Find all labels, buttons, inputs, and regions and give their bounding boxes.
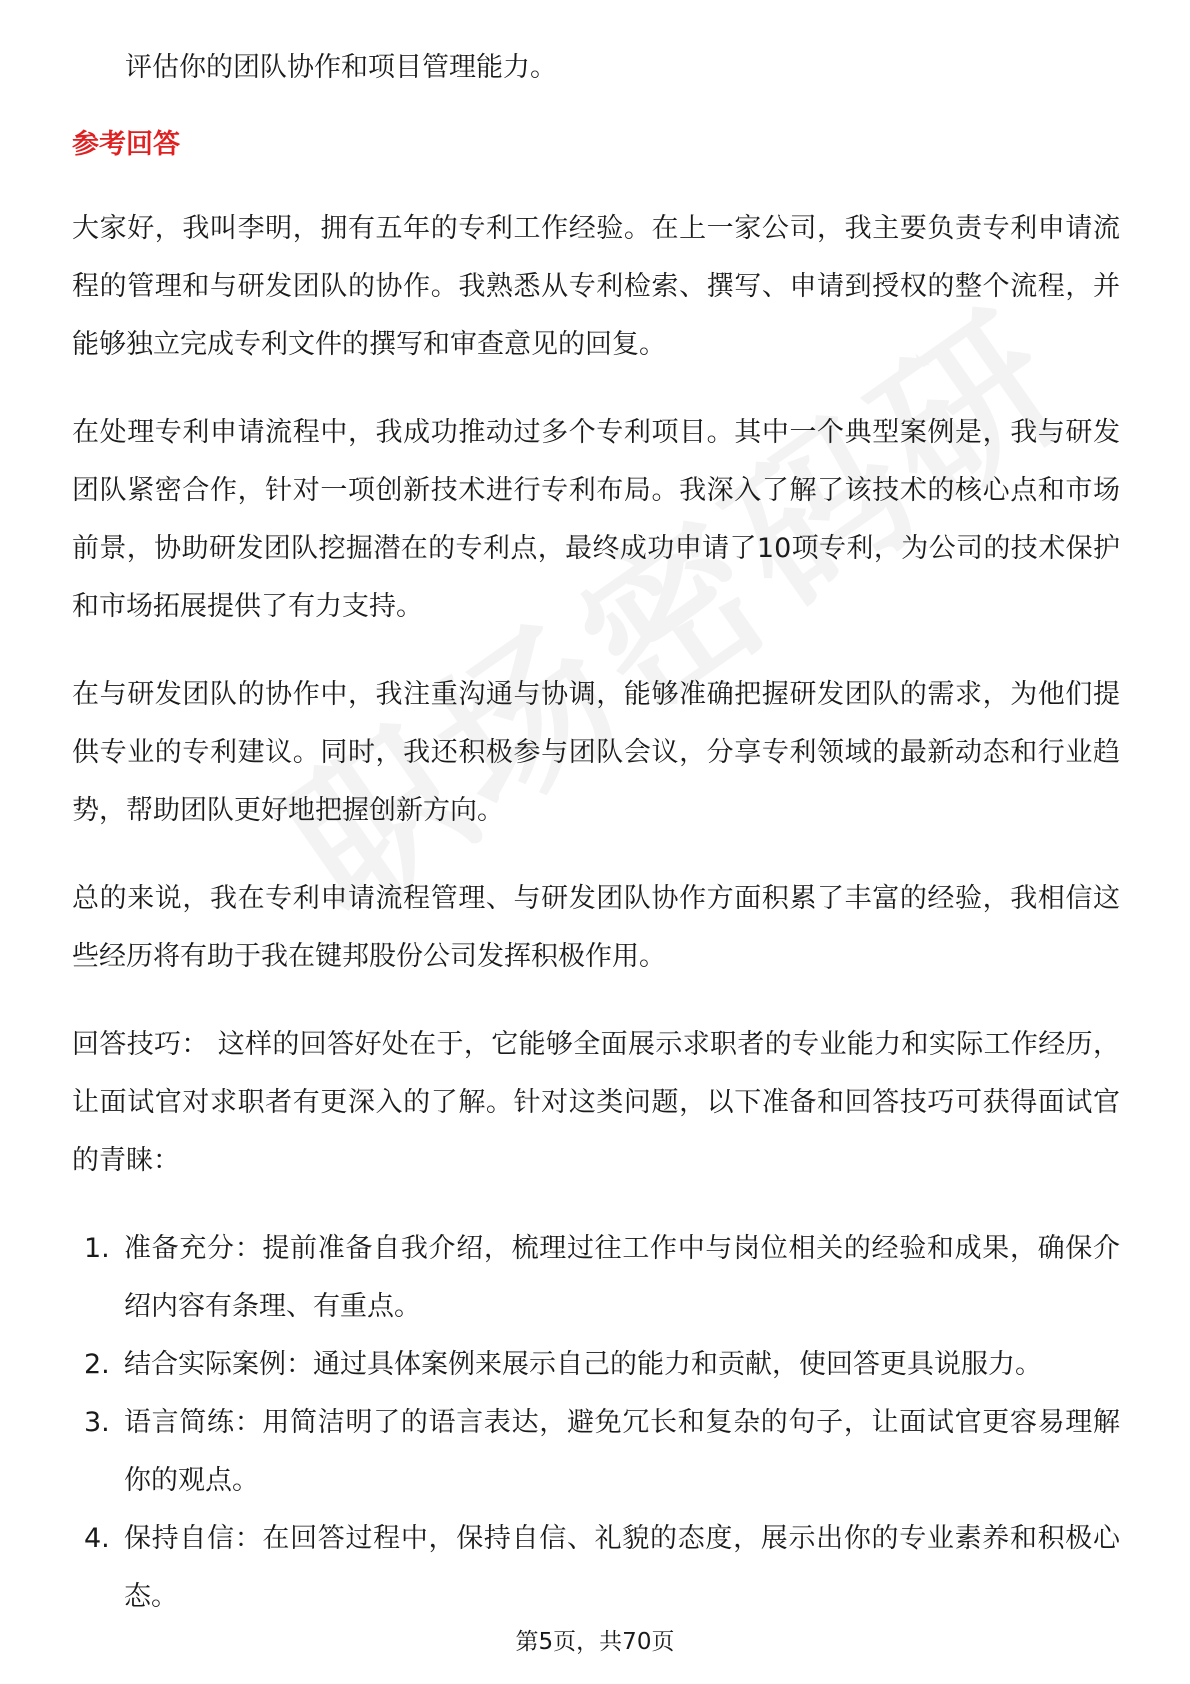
paragraph: 在处理专利申请流程中，我成功推动过多个专利项目。其中一个典型案例是，我与研发团队紧密合作，针对一项创新技术进行专利布局。我深入了解了该技术的核心点和市场前景，协助研发团队挖掘潜在的专利点，最终成功申请了10项专利，为公司的技术保护和市场拓展提供了有力支持。 [72,417,1120,622]
answer-body [72,200,1120,1626]
paragraph: 回答技巧： 这样的回答好处在于，它能够全面展示求职者的专业能力和实际工作经历，让面试官对求职者有更深入的了解。针对这类问题，以下准备和回答技巧可获得面试官的青睐： [72,1029,1120,1176]
list-number: 2. [84,1349,110,1380]
paragraph: 总的来说，我在专利申请流程管理、与研发团队协作方面积累了丰富的经验，我相信这些经历将有助于我在键邦股份公司发挥积极作用。 [72,883,1120,972]
paragraph: 大家好，我叫李明，拥有五年的专利工作经验。在上一家公司，我主要负责专利申请流程的管理和与研发团队的协作。我熟悉从专利检索、撰写、申请到授权的整个流程，并能够独立完成专利文件的撰写和审查意见的回复。 [72,213,1120,360]
list-number: 1. [84,1233,110,1264]
list-text: 保持自信：在回答过程中，保持自信、礼貌的态度，展示出你的专业素养和积极心态。 [124,1523,1120,1612]
paragraph: 在与研发团队的协作中，我注重沟通与协调，能够准确把握研发团队的需求，为他们提供专业的专利建议。同时，我还积极参与团队会议，分享专利领域的最新动态和行业趋势，帮助团队更好地把握创新方向。 [72,679,1120,826]
tips-list [72,1220,1120,1626]
list-item [72,1336,1120,1394]
list-text: 准备充分：提前准备自我介绍，梳理过往工作中与岗位相关的经验和成果，确保介绍内容有条理、有重点。 [124,1233,1120,1322]
page-number-footer: 第5页，共70页 [515,1629,675,1655]
list-text: 语言简练：用简洁明了的语言表达，避免冗长和复杂的句子，让面试官更容易理解你的观点。 [124,1407,1120,1496]
list-item [72,1220,1120,1336]
list-number: 3. [84,1407,110,1438]
list-number: 4. [84,1523,110,1554]
intro-line: 评估你的团队协作和项目管理能力。 [125,52,557,83]
list-item [72,1510,1120,1626]
list-item [72,1394,1120,1510]
list-text: 结合实际案例：通过具体案例来展示自己的能力和贡献，使回答更具说服力。 [124,1349,1042,1380]
section-heading: 参考回答 [72,129,180,160]
